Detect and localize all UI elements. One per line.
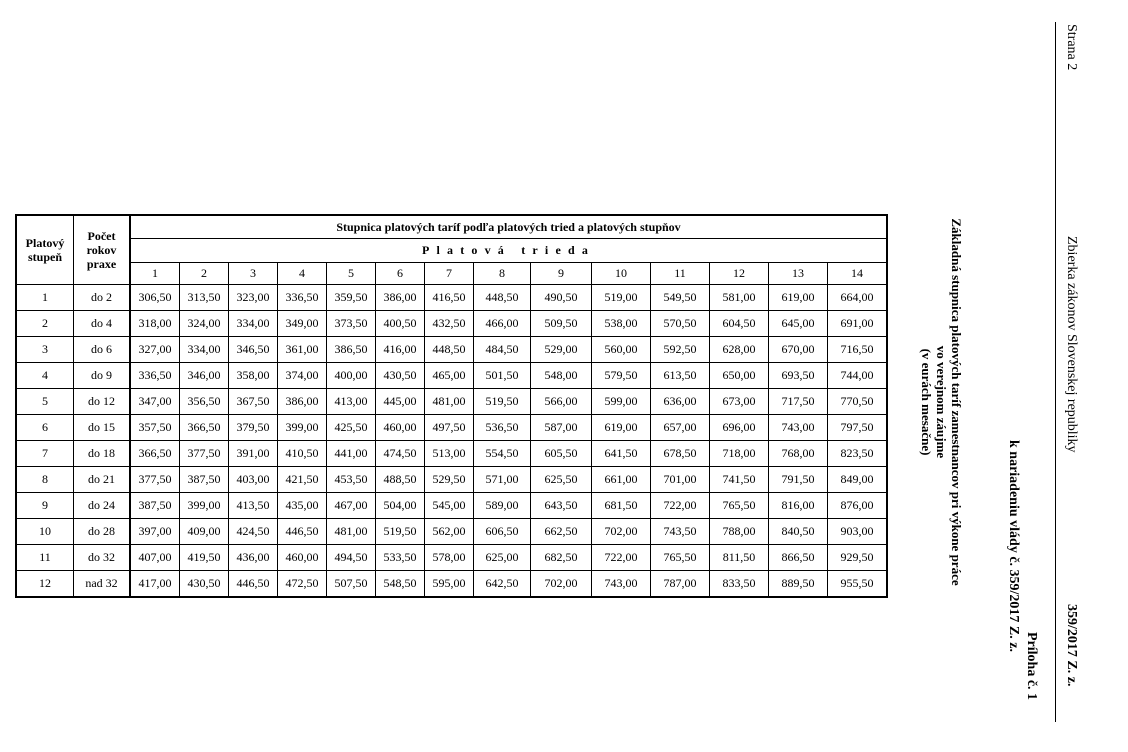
tariff-cell: 722,00	[592, 545, 651, 571]
tariff-cell: 606,50	[474, 519, 531, 545]
tariff-cell: 474,50	[376, 441, 425, 467]
tariff-cell: 507,50	[327, 571, 376, 598]
tariff-cell: 386,50	[327, 337, 376, 363]
tariff-cell: 467,00	[327, 493, 376, 519]
tariff-cell: 313,50	[180, 285, 229, 311]
tariff-cell: 430,50	[180, 571, 229, 598]
years-cell: do 32	[74, 545, 131, 571]
tariff-cell: 419,50	[180, 545, 229, 571]
tariff-cell: 642,50	[474, 571, 531, 598]
tariff-cell: 549,50	[651, 285, 710, 311]
class-number: 4	[278, 263, 327, 285]
tariff-cell: 589,00	[474, 493, 531, 519]
tariff-cell: 702,00	[531, 571, 592, 598]
table-body	[16, 285, 887, 598]
table-title	[919, 122, 964, 682]
years-cell: do 2	[74, 285, 131, 311]
tariff-cell: 628,00	[710, 337, 769, 363]
tariff-cell: 581,00	[710, 285, 769, 311]
tariff-cell: 481,00	[327, 519, 376, 545]
tariff-cell: 387,50	[130, 493, 180, 519]
tariff-cell: 545,00	[425, 493, 474, 519]
class-number: 7	[425, 263, 474, 285]
step-cell: 2	[16, 311, 74, 337]
col-header-years: Počet rokov praxe	[74, 215, 131, 285]
law-number: 359/2017 Z. z.	[1064, 604, 1079, 687]
step-cell: 5	[16, 389, 74, 415]
step-cell: 12	[16, 571, 74, 598]
step-cell: 6	[16, 415, 74, 441]
tariff-cell: 548,00	[531, 363, 592, 389]
tariff-cell: 336,50	[130, 363, 180, 389]
tariff-cell: 519,50	[376, 519, 425, 545]
tariff-cell: 425,50	[327, 415, 376, 441]
class-number-row	[16, 263, 887, 285]
tariff-cell: 840,50	[769, 519, 828, 545]
table-row	[16, 311, 887, 337]
tariff-cell: 650,00	[710, 363, 769, 389]
tariff-cell: 334,00	[229, 311, 278, 337]
class-number: 3	[229, 263, 278, 285]
tariff-cell: 465,00	[425, 363, 474, 389]
tariff-cell: 929,50	[828, 545, 888, 571]
step-cell: 11	[16, 545, 74, 571]
tariff-cell: 717,50	[769, 389, 828, 415]
tariff-cell: 566,00	[531, 389, 592, 415]
class-header: Platová trieda	[130, 239, 887, 263]
tariff-cell: 334,00	[180, 337, 229, 363]
tariff-cell: 432,50	[425, 311, 474, 337]
tariff-cell: 744,00	[828, 363, 888, 389]
tariff-cell: 816,00	[769, 493, 828, 519]
tariff-cell: 696,00	[710, 415, 769, 441]
tariff-cell: 529,50	[425, 467, 474, 493]
tariff-cell: 797,50	[828, 415, 888, 441]
tariff-cell: 416,50	[425, 285, 474, 311]
tariff-cell: 367,50	[229, 389, 278, 415]
tariff-cell: 386,00	[376, 285, 425, 311]
tariff-cell: 613,50	[651, 363, 710, 389]
tariff-cell: 619,00	[769, 285, 828, 311]
tariff-cell: 346,50	[229, 337, 278, 363]
tariff-cell: 504,00	[376, 493, 425, 519]
tariff-cell: 765,50	[651, 545, 710, 571]
step-cell: 7	[16, 441, 74, 467]
tariff-cell: 529,00	[531, 337, 592, 363]
step-cell: 10	[16, 519, 74, 545]
table-row	[16, 545, 887, 571]
tariff-cell: 356,50	[180, 389, 229, 415]
tariff-cell: 599,00	[592, 389, 651, 415]
main-header: Stupnica platových taríf podľa platových tried a platových stupňov	[130, 215, 887, 239]
title-line-1: Základná stupnica platových taríf zamestnancov pri výkone práce	[949, 218, 964, 586]
tariff-cell: 570,50	[651, 311, 710, 337]
years-cell: do 15	[74, 415, 131, 441]
years-cell: do 9	[74, 363, 131, 389]
tariff-cell: 413,50	[229, 493, 278, 519]
table-row	[16, 337, 887, 363]
tariff-cell: 903,00	[828, 519, 888, 545]
tariff-cell: 833,50	[710, 571, 769, 598]
tariff-cell: 562,00	[425, 519, 474, 545]
tariff-cell: 509,50	[531, 311, 592, 337]
title-line-3: (v eurách mesačne)	[919, 348, 934, 456]
tariff-cell: 410,50	[278, 441, 327, 467]
tariff-cell: 536,50	[474, 415, 531, 441]
tariff-cell: 306,50	[130, 285, 180, 311]
tariff-cell: 604,50	[710, 311, 769, 337]
tariff-cell: 413,00	[327, 389, 376, 415]
table-row	[16, 519, 887, 545]
tariff-cell: 849,00	[828, 467, 888, 493]
tariff-cell: 619,00	[592, 415, 651, 441]
tariff-cell: 417,00	[130, 571, 180, 598]
step-cell: 4	[16, 363, 74, 389]
tariff-cell: 460,00	[376, 415, 425, 441]
tariff-cell: 318,00	[130, 311, 180, 337]
tariff-cell: 400,50	[376, 311, 425, 337]
tariff-cell: 661,00	[592, 467, 651, 493]
tariff-cell: 693,50	[769, 363, 828, 389]
title-line-2: vo verejnom záujme	[934, 345, 949, 459]
tariff-cell: 579,50	[592, 363, 651, 389]
page-label: Strana 2	[1064, 24, 1079, 71]
tariff-cell: 373,50	[327, 311, 376, 337]
tariff-cell: 448,50	[474, 285, 531, 311]
years-cell: do 28	[74, 519, 131, 545]
tariff-cell: 436,00	[229, 545, 278, 571]
tariff-cell: 484,50	[474, 337, 531, 363]
tariff-cell: 722,00	[651, 493, 710, 519]
tariff-cell: 386,00	[278, 389, 327, 415]
tariff-cell: 587,00	[531, 415, 592, 441]
tariff-cell: 605,50	[531, 441, 592, 467]
tariff-cell: 494,50	[327, 545, 376, 571]
tariff-cell: 595,00	[425, 571, 474, 598]
table-row	[16, 571, 887, 598]
tariff-cell: 718,00	[710, 441, 769, 467]
step-cell: 9	[16, 493, 74, 519]
tariff-cell: 366,50	[130, 441, 180, 467]
tariff-cell: 876,00	[828, 493, 888, 519]
tariff-cell: 374,00	[278, 363, 327, 389]
class-number: 11	[651, 263, 710, 285]
journal-name: Zbierka zákonov Slovenskej republiky	[1064, 236, 1079, 453]
years-cell: do 6	[74, 337, 131, 363]
tariff-cell: 662,50	[531, 519, 592, 545]
tariff-cell: 416,00	[376, 337, 425, 363]
tariff-cell: 664,00	[828, 285, 888, 311]
tariff-cell: 435,00	[278, 493, 327, 519]
tariff-cell: 682,50	[531, 545, 592, 571]
table-row	[16, 467, 887, 493]
tariff-cell: 571,00	[474, 467, 531, 493]
tariff-cell: 657,00	[651, 415, 710, 441]
tariff-cell: 327,00	[130, 337, 180, 363]
annex-label: Príloha č. 1	[1024, 632, 1039, 701]
tariff-cell: 490,50	[531, 285, 592, 311]
tariff-cell: 357,50	[130, 415, 180, 441]
tariff-cell: 645,00	[769, 311, 828, 337]
tariff-cell: 379,50	[229, 415, 278, 441]
tariff-cell: 641,50	[592, 441, 651, 467]
years-cell: do 21	[74, 467, 131, 493]
years-cell: do 4	[74, 311, 131, 337]
tariff-cell: 743,50	[651, 519, 710, 545]
tariff-cell: 448,50	[425, 337, 474, 363]
tariff-cell: 578,00	[425, 545, 474, 571]
tariff-cell: 955,50	[828, 571, 888, 598]
tariff-cell: 400,00	[327, 363, 376, 389]
tariff-cell: 446,50	[229, 571, 278, 598]
tariff-cell: 391,00	[229, 441, 278, 467]
tariff-cell: 445,00	[376, 389, 425, 415]
tariff-cell: 324,00	[180, 311, 229, 337]
class-number: 10	[592, 263, 651, 285]
tariff-cell: 421,50	[278, 467, 327, 493]
class-number: 14	[828, 263, 888, 285]
tariff-cell: 399,00	[278, 415, 327, 441]
tariff-cell: 472,50	[278, 571, 327, 598]
tariff-cell: 787,00	[651, 571, 710, 598]
tariff-cell: 460,00	[278, 545, 327, 571]
tariff-cell: 741,50	[710, 467, 769, 493]
tariff-cell: 407,00	[130, 545, 180, 571]
table-row	[16, 493, 887, 519]
table-row	[16, 389, 887, 415]
tariff-cell: 336,50	[278, 285, 327, 311]
tariff-cell: 377,50	[180, 441, 229, 467]
step-cell: 3	[16, 337, 74, 363]
tariff-cell: 358,00	[229, 363, 278, 389]
tariff-cell: 409,00	[180, 519, 229, 545]
tariff-cell: 643,50	[531, 493, 592, 519]
tariff-cell: 554,50	[474, 441, 531, 467]
years-cell: nad 32	[74, 571, 131, 598]
tariff-cell: 823,50	[828, 441, 888, 467]
class-number: 1	[130, 263, 180, 285]
tariff-cell: 397,00	[130, 519, 180, 545]
tariff-cell: 770,50	[828, 389, 888, 415]
col-header-step: Platový stupeň	[16, 215, 74, 285]
tariff-cell: 702,00	[592, 519, 651, 545]
tariff-cell: 636,00	[651, 389, 710, 415]
tariff-cell: 533,50	[376, 545, 425, 571]
tariff-cell: 430,50	[376, 363, 425, 389]
tariff-cell: 346,00	[180, 363, 229, 389]
class-number: 8	[474, 263, 531, 285]
tariff-cell: 678,50	[651, 441, 710, 467]
tariff-cell: 361,00	[278, 337, 327, 363]
years-cell: do 12	[74, 389, 131, 415]
tariff-cell: 670,00	[769, 337, 828, 363]
tariff-cell: 377,50	[130, 467, 180, 493]
class-number: 9	[531, 263, 592, 285]
tariff-cell: 466,00	[474, 311, 531, 337]
years-cell: do 24	[74, 493, 131, 519]
class-number: 5	[327, 263, 376, 285]
table-row	[16, 415, 887, 441]
tariff-cell: 387,50	[180, 467, 229, 493]
years-cell: do 18	[74, 441, 131, 467]
tariff-cell: 519,00	[592, 285, 651, 311]
salary-table	[15, 214, 888, 598]
class-number: 2	[180, 263, 229, 285]
tariff-cell: 488,50	[376, 467, 425, 493]
tariff-cell: 889,50	[769, 571, 828, 598]
tariff-cell: 716,50	[828, 337, 888, 363]
tariff-cell: 788,00	[710, 519, 769, 545]
tariff-cell: 691,00	[828, 311, 888, 337]
tariff-cell: 399,00	[180, 493, 229, 519]
tariff-cell: 513,00	[425, 441, 474, 467]
tariff-cell: 681,50	[592, 493, 651, 519]
tariff-cell: 768,00	[769, 441, 828, 467]
tariff-cell: 560,00	[592, 337, 651, 363]
tariff-cell: 765,50	[710, 493, 769, 519]
tariff-cell: 366,50	[180, 415, 229, 441]
tariff-cell: 519,50	[474, 389, 531, 415]
tariff-cell: 441,00	[327, 441, 376, 467]
tariff-cell: 497,50	[425, 415, 474, 441]
tariff-cell: 403,00	[229, 467, 278, 493]
tariff-cell: 481,00	[425, 389, 474, 415]
tariff-cell: 811,50	[710, 545, 769, 571]
tariff-cell: 349,00	[278, 311, 327, 337]
tariff-cell: 501,50	[474, 363, 531, 389]
step-cell: 8	[16, 467, 74, 493]
tariff-cell: 625,00	[474, 545, 531, 571]
tariff-cell: 359,50	[327, 285, 376, 311]
class-number: 6	[376, 263, 425, 285]
tariff-cell: 625,50	[531, 467, 592, 493]
class-number: 13	[769, 263, 828, 285]
tariff-cell: 548,50	[376, 571, 425, 598]
table-row	[16, 441, 887, 467]
tariff-cell: 743,00	[769, 415, 828, 441]
step-cell: 1	[16, 285, 74, 311]
tariff-cell: 791,50	[769, 467, 828, 493]
tariff-cell: 323,00	[229, 285, 278, 311]
header-rule	[1055, 22, 1056, 722]
class-number: 12	[710, 263, 769, 285]
table-row	[16, 285, 887, 311]
tariff-cell: 673,00	[710, 389, 769, 415]
tariff-cell: 446,50	[278, 519, 327, 545]
tariff-cell: 424,50	[229, 519, 278, 545]
regulation-reference: k nariadeniu vlády č. 359/2017 Z. z.	[1006, 440, 1021, 652]
table-row	[16, 363, 887, 389]
tariff-cell: 592,50	[651, 337, 710, 363]
tariff-cell: 538,00	[592, 311, 651, 337]
tariff-cell: 866,50	[769, 545, 828, 571]
tariff-cell: 743,00	[592, 571, 651, 598]
tariff-cell: 453,50	[327, 467, 376, 493]
tariff-cell: 347,00	[130, 389, 180, 415]
tariff-cell: 701,00	[651, 467, 710, 493]
